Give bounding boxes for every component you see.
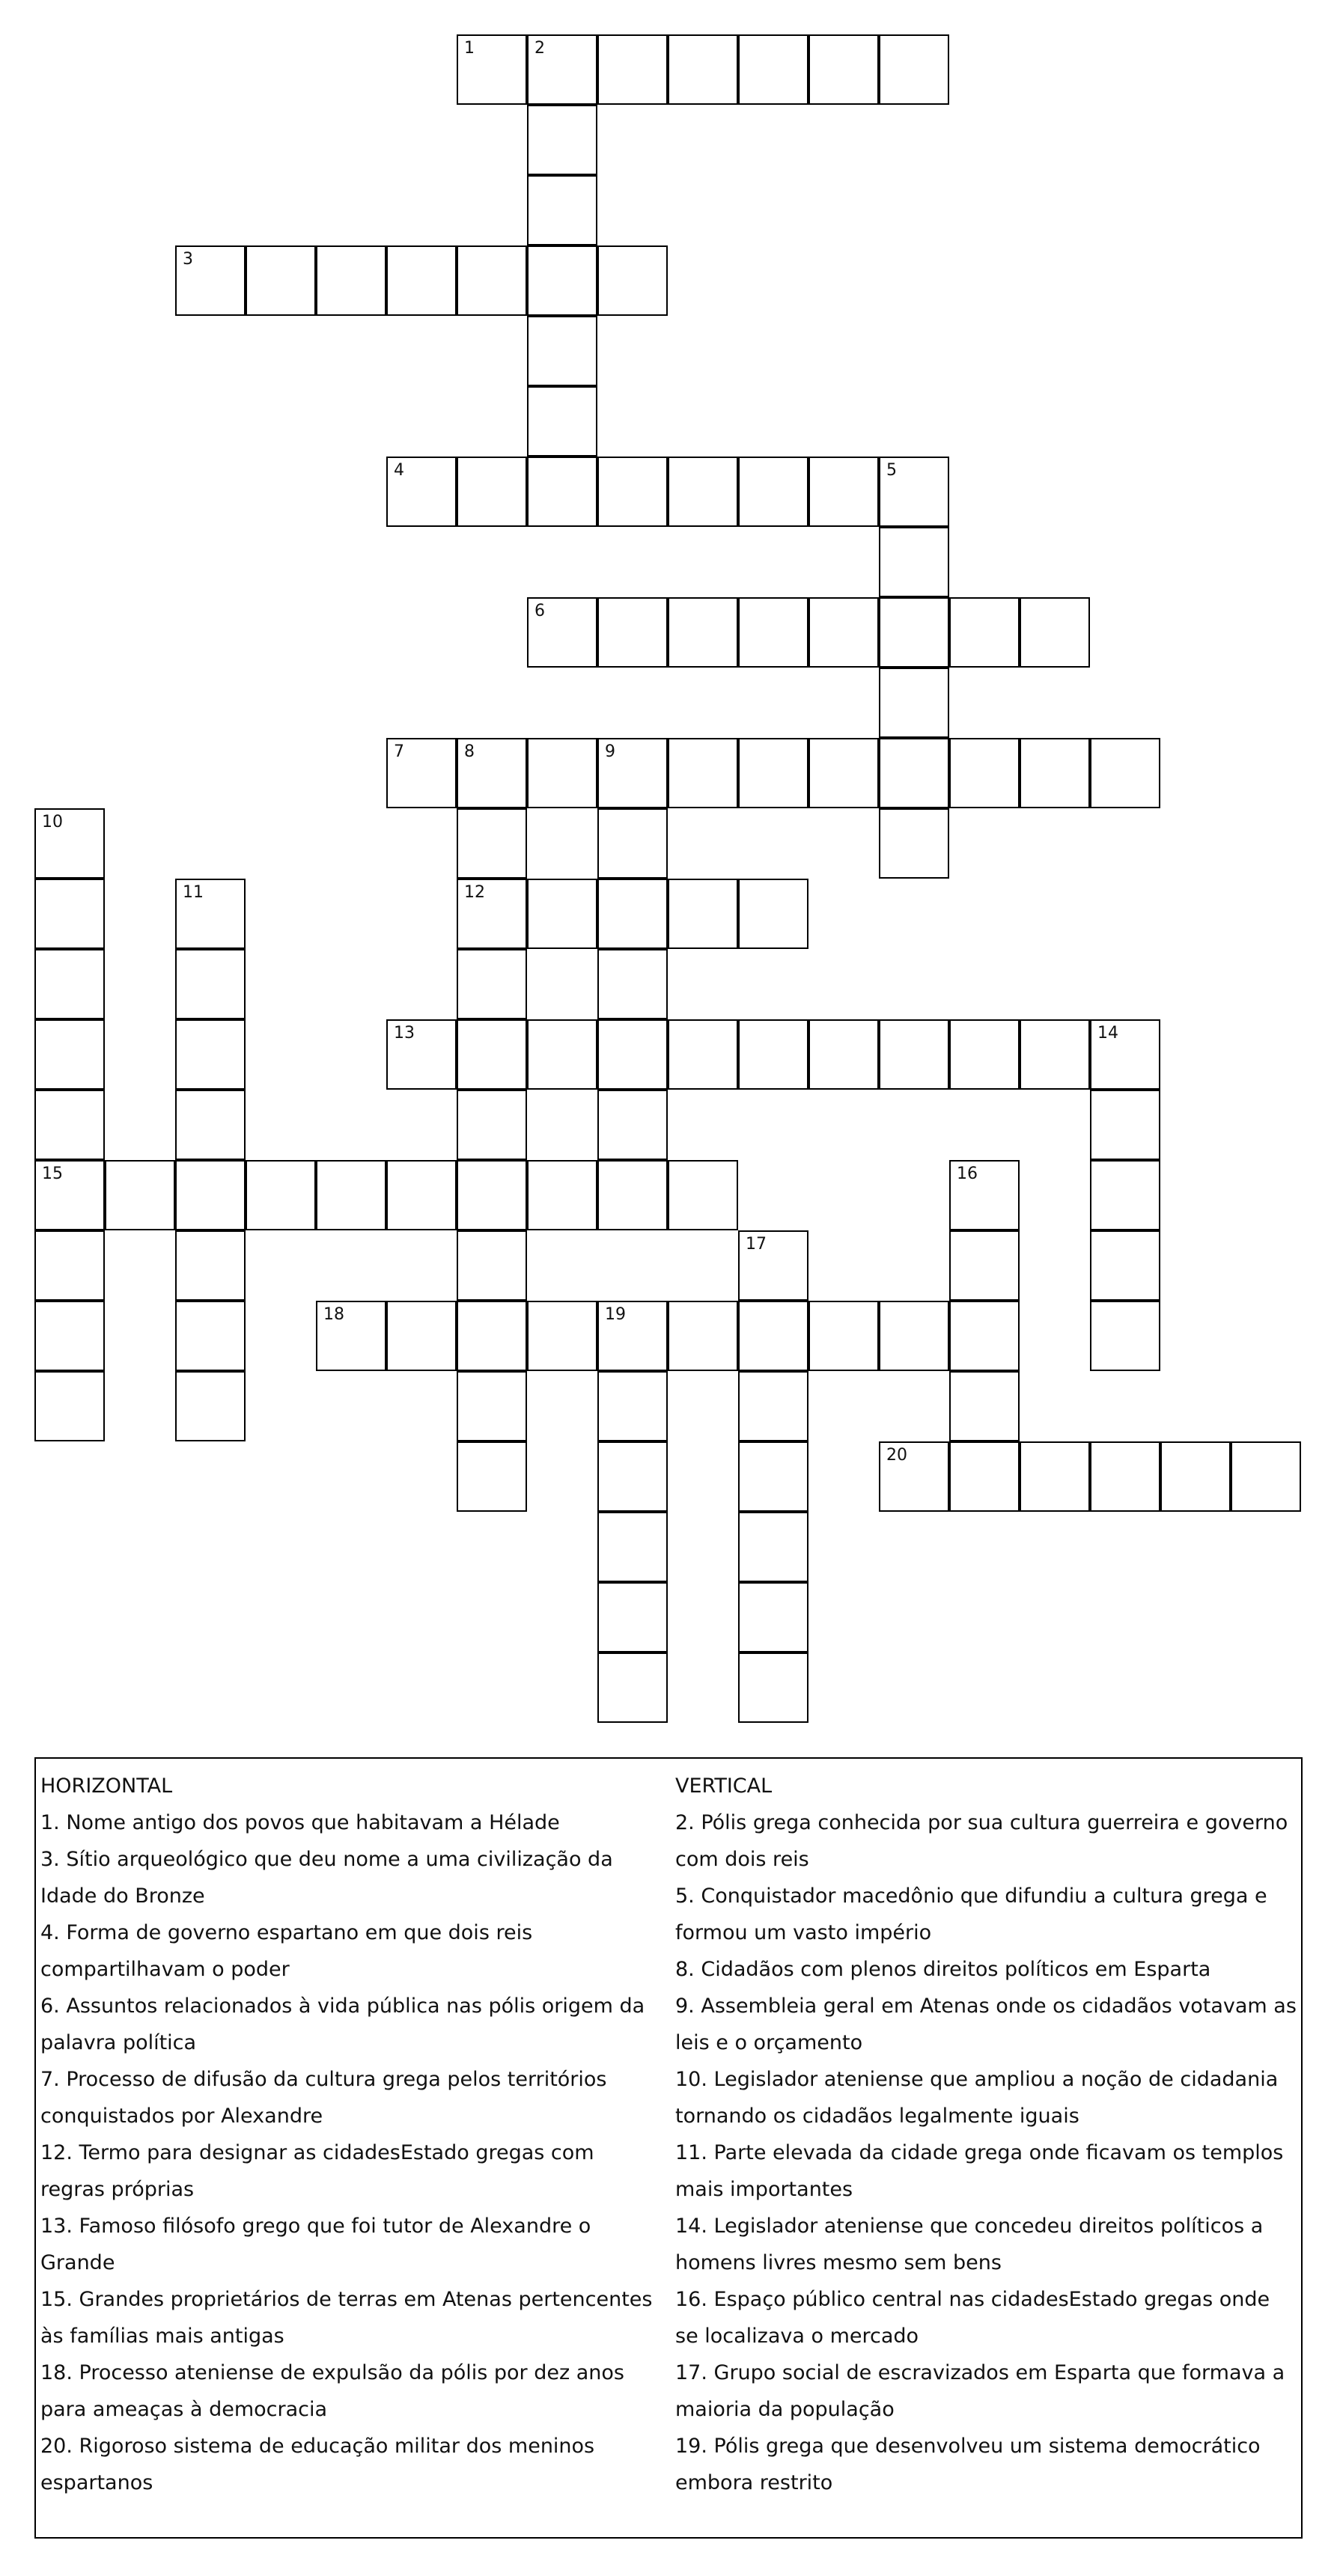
crossword-cell[interactable] [597,738,668,808]
crossword-cell[interactable] [738,1441,808,1512]
crossword-cell[interactable] [949,1441,1020,1512]
crossword-cell[interactable] [879,668,949,738]
clue-v8: 8. Cidadãos com plenos direitos políticos em Esparta [675,1958,1211,1981]
crossword-cell[interactable] [316,1301,386,1371]
crossword-cell[interactable] [1020,597,1090,668]
crossword-cell[interactable] [738,457,808,527]
clue-number: 5 [886,461,897,480]
crossword-cell[interactable] [527,245,597,316]
crossword-cell[interactable] [316,245,386,316]
crossword-cell[interactable] [808,1301,879,1371]
crossword-cell[interactable] [949,1301,1020,1371]
crossword-cell[interactable] [1090,1090,1160,1160]
crossword-cell[interactable] [597,34,668,105]
clue-h6: 6. Assuntos relacionados à vida pública nas pólis origem da palavra política [40,1994,645,2054]
crossword-cell[interactable] [457,949,527,1019]
clue-h20: 20. Rigoroso sistema de educação militar dos meninos espartanos [40,2435,595,2494]
clue-h4: 4. Forma de governo espartano em que dois reis compartilhavam o poder [40,1921,533,1981]
crossword-cell[interactable] [1020,1441,1090,1512]
clue-number: 7 [394,742,404,761]
crossword-cell[interactable] [808,738,879,808]
crossword-cell[interactable] [1090,1301,1160,1371]
crossword-cell[interactable] [879,34,949,105]
crossword-cell[interactable] [879,1441,949,1512]
vertical-title: VERTICAL [675,1774,773,1798]
crossword-cell[interactable] [949,1371,1020,1441]
crossword-cell[interactable] [597,808,668,879]
crossword-cell[interactable] [597,1652,668,1723]
crossword-cell[interactable] [175,1160,246,1230]
crossword-cell[interactable] [34,1230,105,1301]
crossword-cell[interactable] [527,386,597,457]
crossword-cell[interactable] [597,1512,668,1582]
crossword-cell[interactable] [879,597,949,668]
crossword-cell[interactable] [949,1160,1020,1230]
crossword-cell[interactable] [597,1371,668,1441]
clue-number: 15 [42,1165,63,1183]
crossword-cell[interactable] [1020,1019,1090,1090]
crossword-cell[interactable] [34,808,105,879]
crossword-cell[interactable] [738,1652,808,1723]
crossword-cell[interactable] [34,1090,105,1160]
clue-h18: 18. Processo ateniense de expulsão da pólis por dez anos para ameaças à democracia [40,2361,624,2421]
crossword-cell[interactable] [597,1441,668,1512]
crossword-cell[interactable] [457,1160,527,1230]
crossword-cell[interactable] [879,527,949,597]
clue-number: 18 [323,1305,344,1324]
crossword-cell[interactable] [597,1301,668,1371]
crossword-cell[interactable] [175,1230,246,1301]
crossword-cell[interactable] [668,34,738,105]
crossword-cell[interactable] [246,1160,316,1230]
crossword-cell[interactable] [879,1301,949,1371]
crossword-cell[interactable] [949,597,1020,668]
crossword-cell[interactable] [738,1512,808,1582]
clue-number: 8 [464,742,475,761]
crossword-cell[interactable] [597,879,668,949]
crossword-cell[interactable] [527,597,597,668]
crossword-cell[interactable] [668,1019,738,1090]
crossword-cell[interactable] [808,597,879,668]
clue-box [34,1757,1303,2539]
crossword-cell[interactable] [457,1230,527,1301]
crossword-cell[interactable] [457,738,527,808]
crossword-cell[interactable] [668,879,738,949]
crossword-cell[interactable] [738,1371,808,1441]
crossword-cell[interactable] [175,245,246,316]
crossword-cell[interactable] [738,597,808,668]
crossword-cell[interactable] [949,1019,1020,1090]
crossword-cell[interactable] [879,457,949,527]
crossword-cell[interactable] [527,105,597,175]
crossword-cell[interactable] [457,1019,527,1090]
clue-h13: 13. Famoso filósofo grego que foi tutor de Alexandre o Grande [40,2215,591,2274]
crossword-cell[interactable] [457,808,527,879]
crossword-cell[interactable] [597,245,668,316]
clue-v14: 14. Legislador ateniense que concedeu direitos políticos a homens livres mesmo sem bens [675,2215,1264,2274]
clue-v16: 16. Espaço público central nas cidadesEstado gregas onde se localizava o mercado [675,2288,1270,2348]
horizontal-title: HORIZONTAL [40,1774,173,1798]
crossword-cell[interactable] [738,1019,808,1090]
crossword-cell[interactable] [457,1090,527,1160]
crossword-cell[interactable] [457,245,527,316]
crossword-cell[interactable] [1020,738,1090,808]
crossword-cell[interactable] [386,1160,457,1230]
clue-number: 13 [394,1024,415,1043]
crossword-cell[interactable] [527,1301,597,1371]
crossword-cell[interactable] [949,1230,1020,1301]
crossword-cell[interactable] [527,738,597,808]
clue-number: 3 [183,250,193,269]
crossword-cell[interactable] [597,1582,668,1652]
crossword-cell[interactable] [597,597,668,668]
crossword-cell[interactable] [738,1301,808,1371]
crossword-cell[interactable] [527,1019,597,1090]
crossword-cell[interactable] [949,738,1020,808]
crossword-cell[interactable] [457,34,527,105]
crossword-cell[interactable] [527,175,597,245]
clue-number: 9 [605,742,615,761]
clue-h7: 7. Processo de difusão da cultura grega pelos territórios conquistados por Alexandre [40,2068,607,2128]
crossword-cell[interactable] [34,1371,105,1441]
clue-number: 6 [535,602,545,620]
crossword-cell[interactable] [808,34,879,105]
clue-number: 19 [605,1305,626,1324]
crossword-cell[interactable] [246,245,316,316]
clue-number: 11 [183,883,204,902]
crossword-cell[interactable] [386,1301,457,1371]
clue-number: 10 [42,813,63,831]
clue-number: 16 [957,1165,978,1183]
clue-v10: 10. Legislador ateniense que ampliou a noção de cidadania tornando os cidadãos legalmente iguais [675,2068,1279,2128]
crossword-cell[interactable] [597,1160,668,1230]
crossword-cell[interactable] [738,879,808,949]
clue-h15: 15. Grandes proprietários de terras em Atenas pertencentes às famílias mais antigas [40,2288,653,2348]
crossword-cell[interactable] [175,1019,246,1090]
crossword-cell[interactable] [175,1301,246,1371]
clue-v9: 9. Assembleia geral em Atenas onde os cidadãos votavam as leis e o orçamento [675,1994,1297,2054]
crossword-cell[interactable] [457,1301,527,1371]
crossword-cell[interactable] [668,738,738,808]
clue-number: 1 [464,39,475,58]
crossword-cell[interactable] [1090,1019,1160,1090]
crossword-cell[interactable] [175,879,246,949]
crossword-cell[interactable] [808,457,879,527]
clue-number: 4 [394,461,404,480]
crossword-cell[interactable] [34,1301,105,1371]
crossword-cell[interactable] [316,1160,386,1230]
clue-v2: 2. Pólis grega conhecida por sua cultura guerreira e governo com dois reis [675,1811,1288,1871]
clue-number: 14 [1097,1024,1118,1043]
crossword-cell[interactable] [808,1019,879,1090]
crossword-cell[interactable] [1090,738,1160,808]
vertical-clues [675,1768,1297,2501]
crossword-cell[interactable] [34,879,105,949]
clue-number: 17 [746,1235,767,1254]
clue-v5: 5. Conquistador macedônio que difundiu a cultura grega e formou um vasto império [675,1884,1267,1944]
crossword-cell[interactable] [879,1019,949,1090]
crossword-cell[interactable] [34,1160,105,1230]
crossword-cell[interactable] [1231,1441,1301,1512]
crossword-cell[interactable] [527,34,597,105]
crossword-cell[interactable] [597,1019,668,1090]
crossword-cell[interactable] [457,1441,527,1512]
crossword-cell[interactable] [175,949,246,1019]
crossword-cell[interactable] [457,1371,527,1441]
crossword-cell[interactable] [34,1019,105,1090]
clue-h1: 1. Nome antigo dos povos que habitavam a Hélade [40,1811,560,1834]
crossword-cell[interactable] [386,738,457,808]
crossword-cell[interactable] [597,949,668,1019]
crossword-cell[interactable] [105,1160,175,1230]
crossword-cell[interactable] [457,457,527,527]
crossword-cell[interactable] [597,1090,668,1160]
clue-h12: 12. Termo para designar as cidadesEstado gregas com regras próprias [40,2141,594,2201]
crossword-cell[interactable] [738,1582,808,1652]
crossword-cell[interactable] [386,457,457,527]
crossword-cell[interactable] [668,1160,738,1230]
clue-v19: 19. Pólis grega que desenvolveu um sistema democrático embora restrito [675,2435,1261,2494]
crossword-cell[interactable] [34,949,105,1019]
crossword-cell[interactable] [175,1371,246,1441]
crossword-cell[interactable] [527,457,597,527]
horizontal-clues [40,1768,662,2501]
crossword-cell[interactable] [1160,1441,1231,1512]
crossword-cell[interactable] [175,1090,246,1160]
clue-number: 2 [535,39,545,58]
crossword-cell[interactable] [668,457,738,527]
crossword-cell[interactable] [1090,1160,1160,1230]
crossword-cell[interactable] [668,1301,738,1371]
clue-h3: 3. Sítio arqueológico que deu nome a uma civilização da Idade do Bronze [40,1848,613,1908]
crossword-cell[interactable] [386,1019,457,1090]
crossword-cell[interactable] [527,1160,597,1230]
crossword-cell[interactable] [457,879,527,949]
crossword-cell[interactable] [1090,1230,1160,1301]
clue-number: 20 [886,1446,907,1465]
crossword-cell[interactable] [738,738,808,808]
crossword-cell[interactable] [879,808,949,879]
crossword-cell[interactable] [668,597,738,668]
crossword-cell[interactable] [738,34,808,105]
crossword-cell[interactable] [1090,1441,1160,1512]
clue-number: 12 [464,883,485,902]
crossword-cell[interactable] [386,245,457,316]
crossword-cell[interactable] [597,457,668,527]
crossword-cell[interactable] [527,316,597,386]
crossword-cell[interactable] [879,738,949,808]
clue-v11: 11. Parte elevada da cidade grega onde ficavam os templos mais importantes [675,2141,1284,2201]
clue-v17: 17. Grupo social de escravizados em Esparta que formava a maioria da população [675,2361,1285,2421]
crossword-cell[interactable] [738,1230,808,1301]
crossword-cell[interactable] [527,879,597,949]
